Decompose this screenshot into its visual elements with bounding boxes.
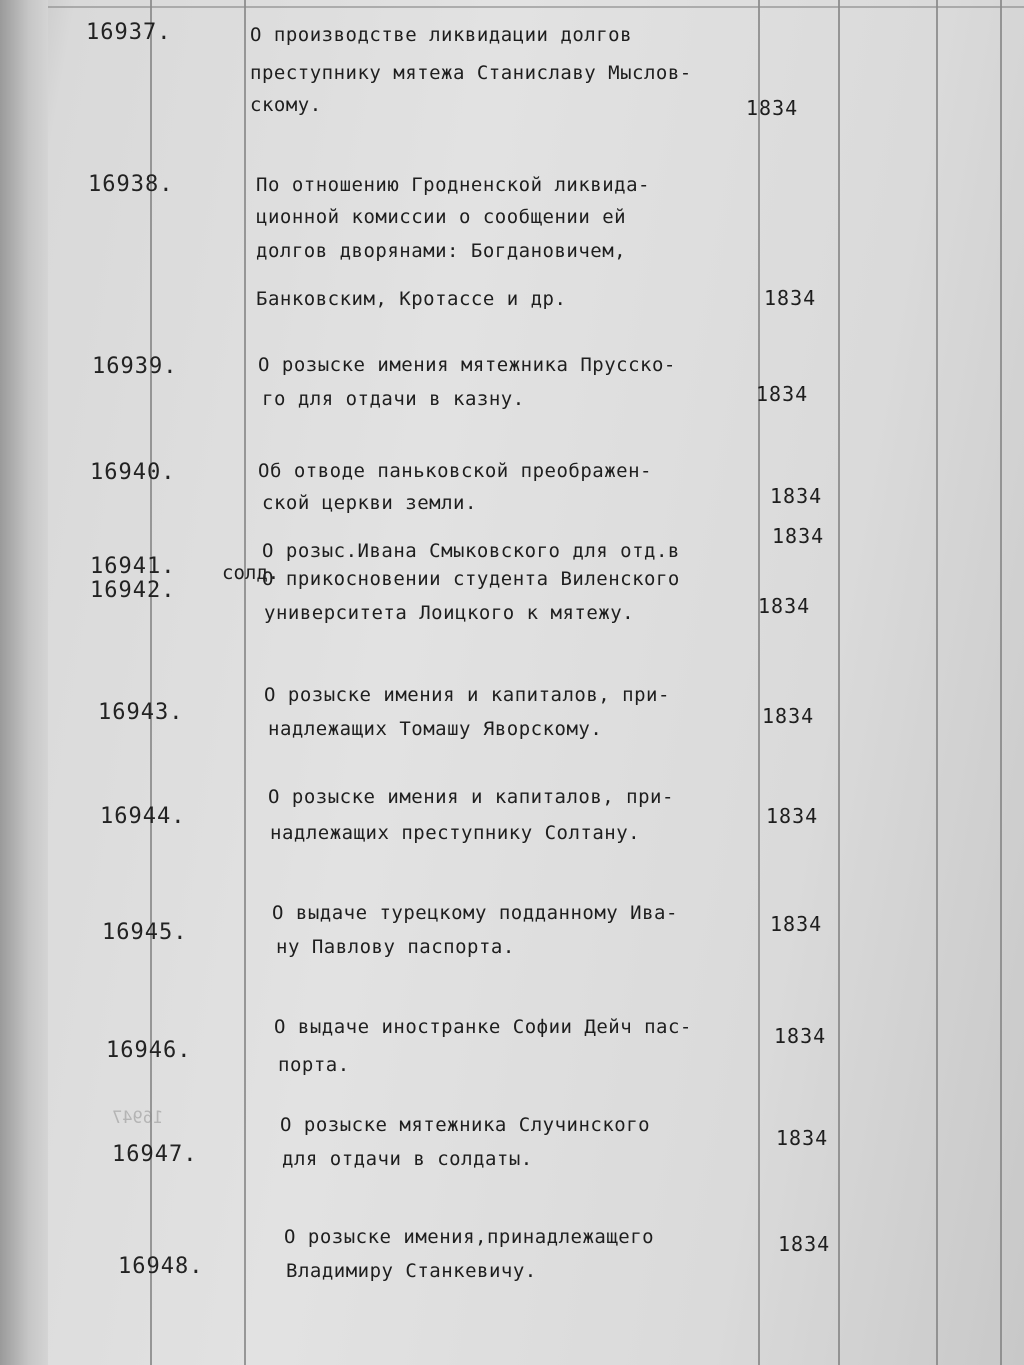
entry-year: 1834 xyxy=(766,804,819,828)
entry-description-line: надлежащих преступнику Солтану. xyxy=(270,822,641,844)
column-rule xyxy=(1000,0,1002,1365)
entry-number: 16944. xyxy=(100,804,186,829)
entry-number: 16948. xyxy=(118,1254,204,1279)
page-binding xyxy=(0,0,48,1365)
entry-year: 1834 xyxy=(778,1232,831,1256)
entry-description-line: преступнику мятежа Станиславу Мыслов- xyxy=(250,62,692,84)
entry-number: 16946. xyxy=(106,1038,192,1063)
entry-number: 16947. xyxy=(112,1142,198,1167)
entry-description-line: го для отдачи в казну. xyxy=(262,388,525,410)
entry-number: 16945. xyxy=(102,920,188,945)
entry-description-line: Об отводе паньковской преображен- xyxy=(258,460,652,482)
entry-year: 1834 xyxy=(776,1126,829,1150)
entry-description-line: О розыс.Ивана Смыковского для отд.в xyxy=(262,540,680,562)
entry-description-line: О розыске мятежника Случинского xyxy=(280,1114,651,1136)
entry-description-line: ционной комиссии о сообщении ей xyxy=(256,206,627,228)
entry-description-line: О выдаче иностранке Софии Дейч пас- xyxy=(274,1016,692,1038)
entry-description-line: долгов дворянами: Богдановичем, xyxy=(256,240,627,262)
entry-number: 16940. xyxy=(90,460,176,485)
column-rule xyxy=(244,0,246,1365)
entry-number: 16938. xyxy=(88,172,174,197)
column-rule xyxy=(936,0,938,1365)
entry-description-line: Владимиру Станкевичу. xyxy=(286,1260,537,1282)
entry-year: 1834 xyxy=(770,484,823,508)
entry-number: 16937. xyxy=(86,20,172,45)
entry-number: 16941. xyxy=(90,554,176,579)
entry-description-line: О розыске имения мятежника Прусско- xyxy=(258,354,676,376)
entry-description-line: порта. xyxy=(278,1054,350,1076)
entry-number: 16943. xyxy=(98,700,184,725)
entry-number: 16942. xyxy=(90,578,176,603)
entry-year: 1834 xyxy=(770,912,823,936)
entry-description-line: О розыске имения и капиталов, при- xyxy=(268,786,674,808)
entry-number: 16939. xyxy=(92,354,178,379)
entry-year: 1834 xyxy=(774,1024,827,1048)
entry-description-line: для отдачи в солдаты. xyxy=(282,1148,533,1170)
column-rule xyxy=(758,0,760,1365)
entry-description-line: скому. xyxy=(250,94,322,116)
entry-year: 1834 xyxy=(772,524,825,548)
entry-description-line: надлежащих Томашу Яворскому. xyxy=(268,718,603,740)
entry-description-line: О розыске имения и капиталов, при- xyxy=(264,684,670,706)
entry-year: 1834 xyxy=(756,382,809,406)
entry-year: 1834 xyxy=(746,96,799,120)
entry-year: 1834 xyxy=(758,594,811,618)
entry-description-line: Банковским, Кротассе и др. xyxy=(256,288,567,310)
entry-description-line: О розыске имения,принадлежащего xyxy=(284,1226,655,1248)
top-rule xyxy=(48,6,1024,8)
entry-year: 1834 xyxy=(764,286,817,310)
entry-description-line: О прикосновении студента Виленского xyxy=(262,568,680,590)
entry-year: 1834 xyxy=(762,704,815,728)
entry-note: солд. xyxy=(222,562,280,584)
column-rule xyxy=(838,0,840,1365)
entry-description-line: ской церкви земли. xyxy=(262,492,477,514)
entry-description-line: По отношению Гродненской ликвида- xyxy=(256,174,650,196)
entry-description-line: ну Павлову паспорта. xyxy=(276,936,515,958)
show-through-text: 16947 xyxy=(112,1108,164,1128)
entry-description-line: О производстве ликвидации долгов xyxy=(250,24,633,46)
entry-description-line: университета Лоицкого к мятежу. xyxy=(264,602,635,624)
entry-description-line: О выдаче турецкому подданному Ива- xyxy=(272,902,678,924)
